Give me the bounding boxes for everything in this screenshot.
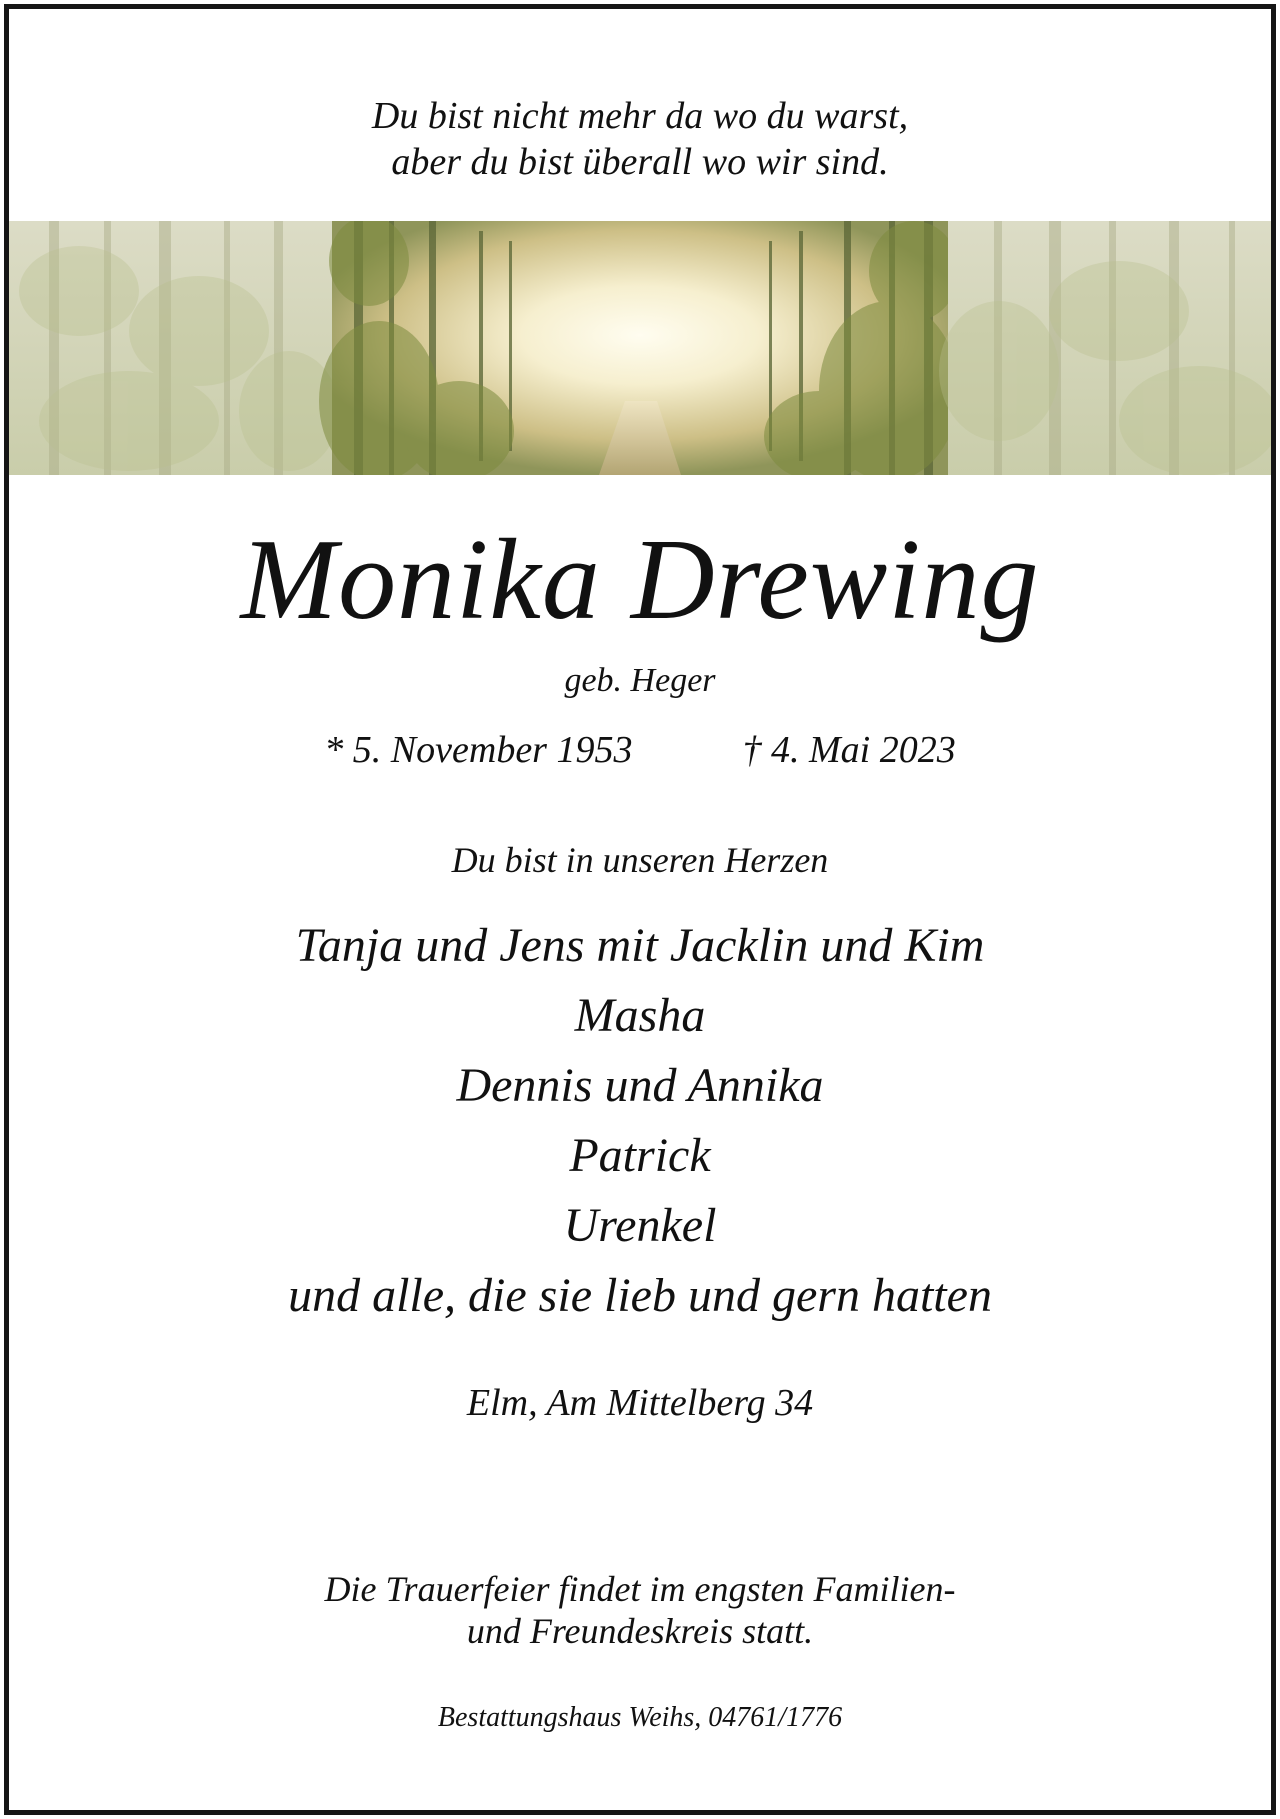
address: Elm, Am Mittelberg 34 (466, 1382, 814, 1424)
motto-line-1: Du bist nicht mehr da wo du warst, (371, 95, 909, 137)
service-line-2: und Freundeskreis statt. (466, 1611, 814, 1651)
forest-path-illustration (9, 221, 1271, 475)
birth-name: geb. Heger (564, 662, 716, 699)
motto-line-2: aber du bist überall wo wir sind. (391, 141, 889, 183)
obituary-frame (4, 4, 1276, 1815)
mourner-line: und alle, die sie lieb und gern hatten (288, 1269, 992, 1322)
hearts-line: Du bist in unseren Herzen (451, 840, 829, 880)
mourner-line: Tanja und Jens mit Jacklin und Kim (295, 919, 985, 972)
mourner-line: Patrick (569, 1129, 711, 1182)
mourner-line: Dennis und Annika (456, 1059, 824, 1112)
forest-banner-image (9, 221, 1271, 475)
life-dates (9, 731, 1271, 769)
birth-date: * 5. November 1953 (324, 729, 633, 771)
deceased-name: Monika Drewing (240, 516, 1040, 644)
mourner-line: Urenkel (563, 1199, 717, 1252)
service-line-1: Die Trauerfeier findet im engsten Familien- (324, 1569, 956, 1609)
mourner-line: Masha (574, 989, 706, 1042)
death-date: † 4. Mai 2023 (742, 729, 956, 771)
funeral-home: Bestattungshaus Weihs, 04761/1776 (437, 1702, 843, 1733)
